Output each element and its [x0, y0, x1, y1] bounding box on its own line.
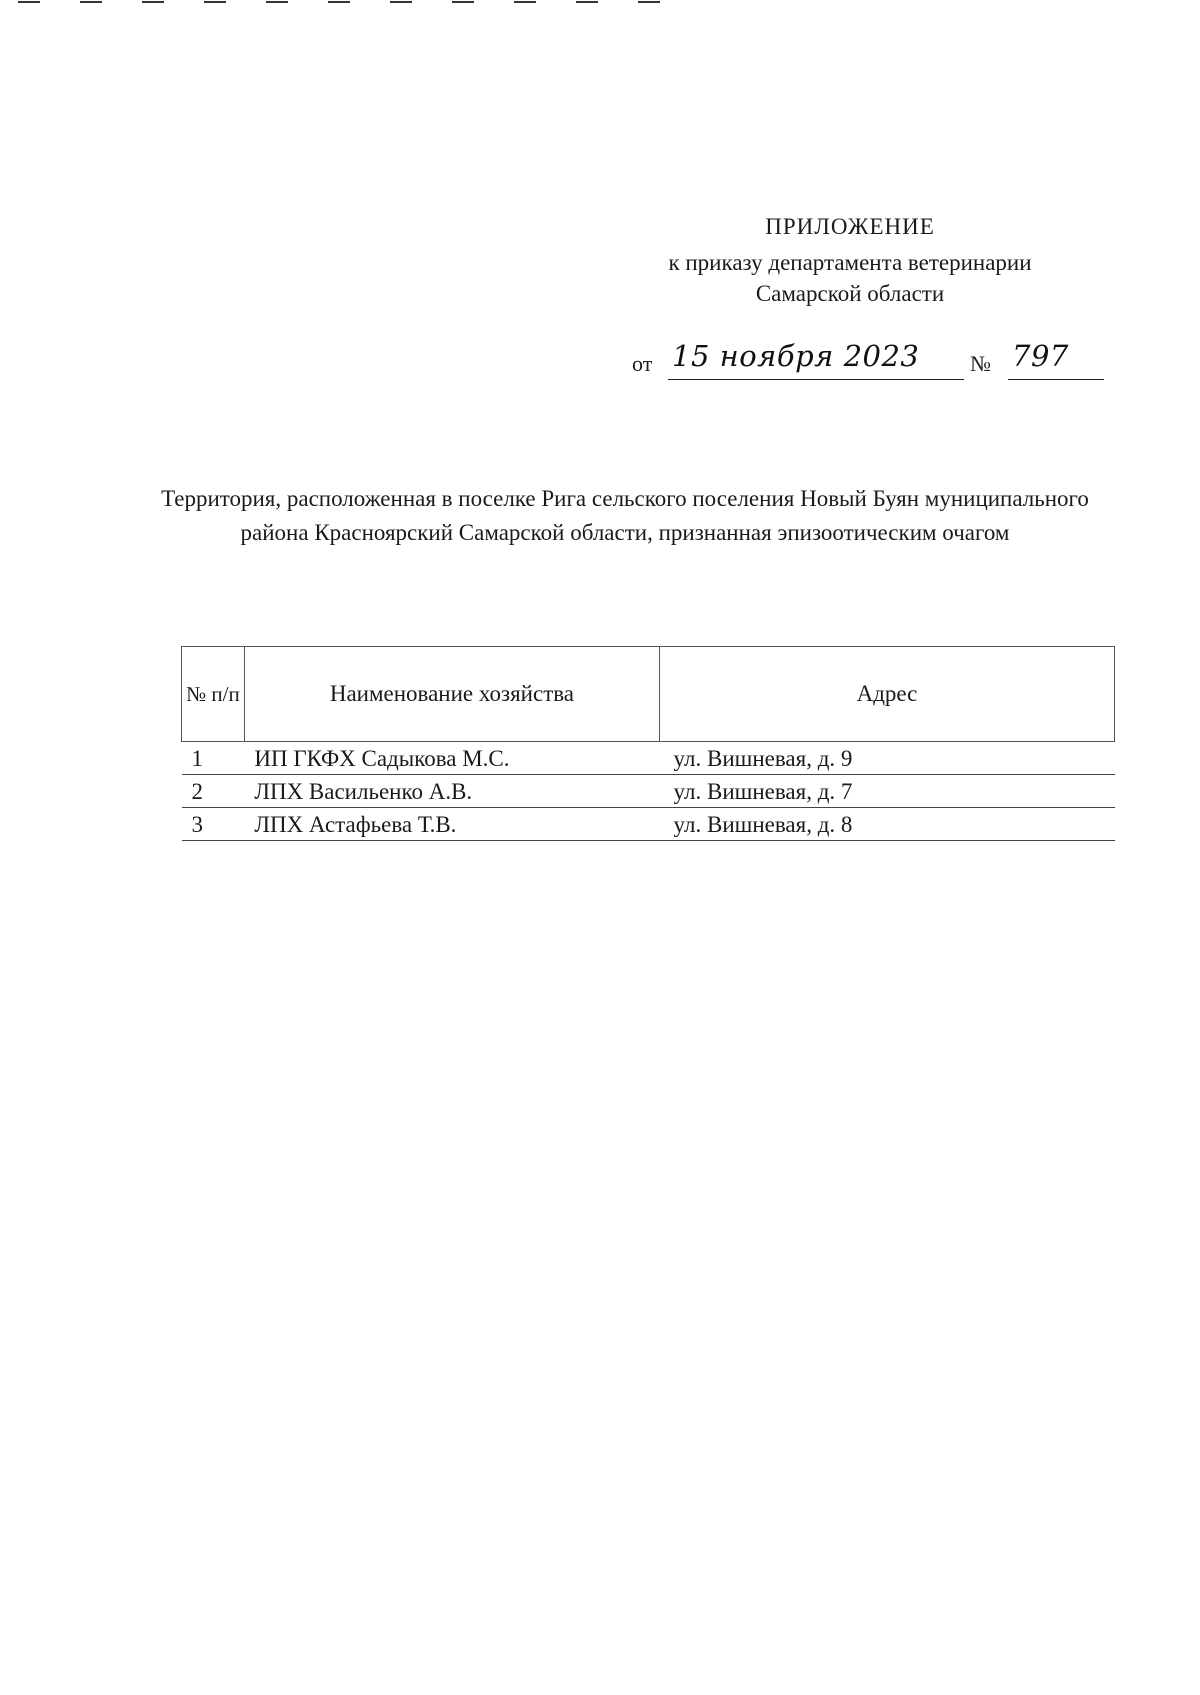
row-number: 2 — [182, 775, 245, 808]
row-address: ул. Вишневая, д. 9 — [660, 742, 1115, 775]
order-date-underline — [668, 379, 964, 380]
scan-mark — [514, 1, 536, 3]
row-number: 3 — [182, 808, 245, 841]
header-farm-name: Наименование хозяйства — [244, 647, 659, 742]
table-row — [182, 775, 1115, 808]
appendix-region-line: Самарской области — [755, 281, 945, 306]
scan-mark — [328, 1, 350, 3]
row-address: ул. Вишневая, д. 8 — [660, 808, 1115, 841]
table-header-row — [182, 647, 1115, 742]
order-date-prefix: от — [632, 351, 653, 376]
table-row — [182, 808, 1115, 841]
appendix-title: ПРИЛОЖЕНИЕ — [765, 214, 935, 239]
order-number-underline — [1008, 379, 1104, 380]
order-number-sign: № — [970, 351, 991, 376]
scan-mark — [638, 1, 660, 3]
header-address: Адрес — [660, 647, 1115, 742]
order-reference — [632, 335, 1112, 385]
scan-mark — [266, 1, 288, 3]
table-row — [182, 742, 1115, 775]
row-farm-name: ЛПХ Астафьева Т.В. — [244, 808, 659, 841]
scan-mark — [204, 1, 226, 3]
scan-mark — [142, 1, 164, 3]
farms-table — [181, 646, 1115, 841]
scan-mark — [452, 1, 474, 3]
row-address: ул. Вишневая, д. 7 — [660, 775, 1115, 808]
row-farm-name: ИП ГКФХ Садыкова М.С. — [244, 742, 659, 775]
scan-mark — [576, 1, 598, 3]
scan-mark — [390, 1, 412, 3]
row-farm-name: ЛПХ Васильенко А.В. — [244, 775, 659, 808]
appendix-reference-line: к приказу департамента ветеринарии — [668, 250, 1032, 275]
document-title: Территория, расположенная в поселке Рига сельского поселения Новый Буян муниципального района Красноярский Самарской области, признанная эпизоотическим очагом — [161, 486, 1089, 545]
header-number: № п/п — [182, 647, 245, 742]
row-number: 1 — [182, 742, 245, 775]
order-date-handwritten: 15 ноября 2023 — [672, 339, 920, 373]
order-number-handwritten: 797 — [1012, 339, 1069, 373]
scan-mark — [80, 1, 102, 3]
scan-edge-marks — [0, 0, 700, 8]
scan-mark — [18, 1, 40, 3]
